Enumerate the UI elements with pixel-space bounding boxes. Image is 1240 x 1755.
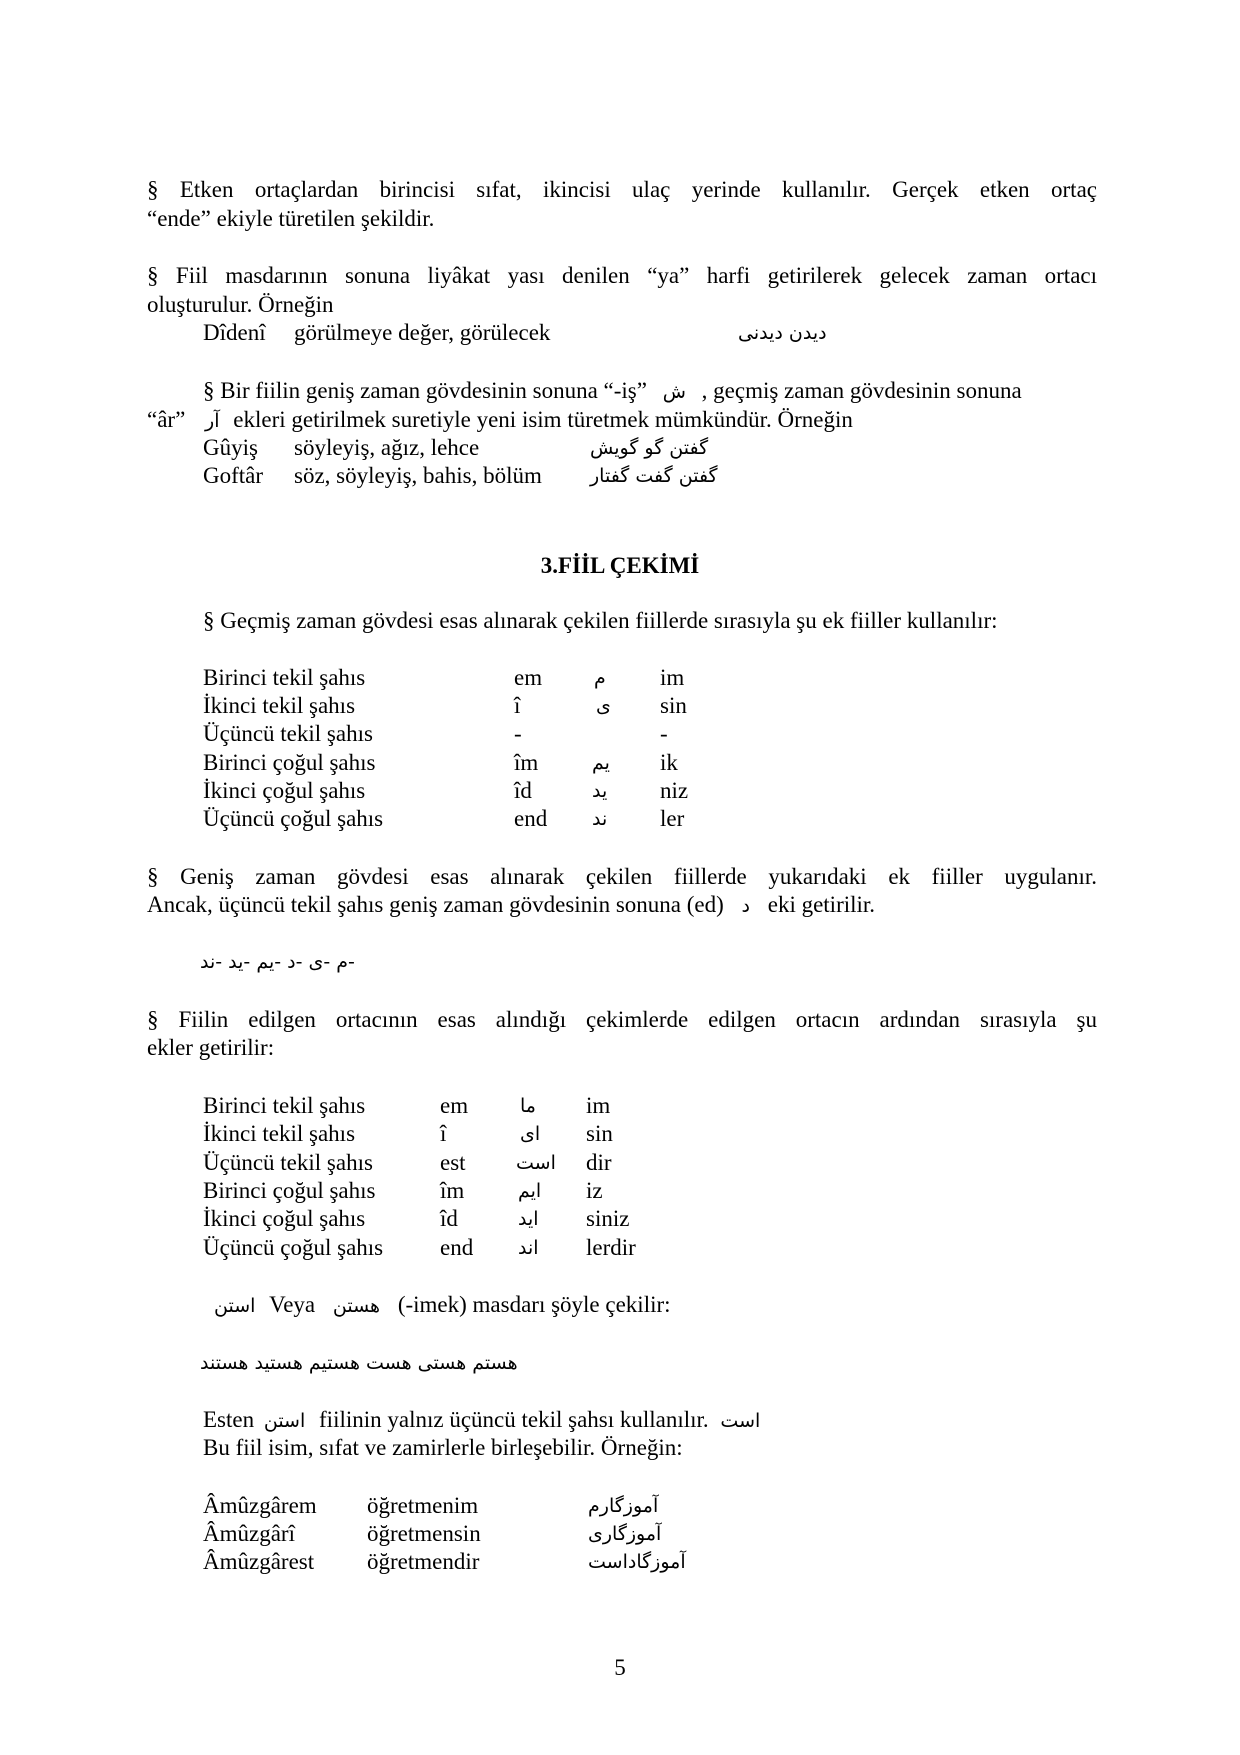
table-cell-suffix: em (440, 1093, 469, 1118)
example-meaning: görülmeye değer, görülecek (294, 320, 551, 345)
section-heading: 3.FİİL ÇEKİMİ (540, 553, 700, 578)
table-cell-suffix: est (440, 1150, 466, 1175)
table-cell-person: İkinci tekil şahıs (203, 1121, 356, 1146)
conjugation-forms: هستم هستی هست هستیم هستید هستند (200, 1352, 518, 1374)
paragraph-8-line-1 (203, 1406, 760, 1435)
table-cell-arabic: ند (592, 808, 608, 830)
table-cell-arabic: اند (518, 1237, 539, 1259)
table-cell-tr: ler (660, 806, 685, 831)
paragraph-5-line-2 (147, 891, 875, 920)
paragraph-3-line-1 (203, 377, 1022, 406)
paragraph-7-arabic-a: استن (214, 1295, 256, 1317)
example-arabic: گفتن گو گویش (590, 437, 709, 459)
table-cell-tr: dir (586, 1150, 612, 1175)
example-word: Âmûzgârem (203, 1493, 317, 1518)
table-cell-suffix: îd (514, 778, 532, 803)
table-cell-tr: iz (586, 1178, 603, 1203)
example-arabic: گفتن گفت گفتار (590, 465, 718, 487)
example-word: Dîdenî (203, 320, 266, 345)
example-arabic: آموزگاری (588, 1523, 662, 1545)
paragraph-8-line-2: Bu fiil isim, sıfat ve zamirlerle birleşebilir. Örneğin: (203, 1435, 683, 1460)
table-cell-suffix: em (514, 665, 543, 690)
paragraph-1-line-2: “ende” ekiyle türetilen şekildir. (147, 206, 435, 231)
paragraph-7-text: (-imek) masdarı şöyle çekilir: (397, 1292, 671, 1317)
table-cell-arabic: ای (520, 1123, 541, 1145)
table-cell-person: İkinci çoğul şahıs (203, 1206, 366, 1231)
example-word: Goftâr (203, 463, 264, 488)
example-meaning: söyleyiş, ağız, lehce (294, 435, 480, 460)
table-cell-tr: sin (660, 693, 687, 718)
paragraph-7-veya: Veya (269, 1292, 316, 1317)
table-cell-arabic: ی (596, 695, 611, 717)
table-cell-tr: siniz (586, 1206, 630, 1231)
paragraph-8-text-b: fiilinin yalnız üçüncü tekil şahsı kullanılır. (319, 1407, 709, 1432)
paragraph-8-arabic-a: استن (263, 1410, 306, 1432)
table-cell-suffix: end (514, 806, 548, 831)
table-cell-person: Üçüncü tekil şahıs (203, 721, 373, 746)
table-cell-arabic: است (516, 1152, 556, 1174)
example-arabic: آموزگارم (588, 1495, 659, 1517)
table-cell-person: İkinci çoğul şahıs (203, 778, 366, 803)
example-meaning: öğretmendir (367, 1549, 480, 1574)
example-meaning: öğretmenim (367, 1493, 479, 1518)
table-cell-tr: im (660, 665, 685, 690)
table-cell-tr: lerdir (586, 1235, 636, 1260)
table-cell-suffix: îm (440, 1178, 465, 1203)
paragraph-3-text-d: ekleri getirilmek suretiyle yeni isim türetmek mümkündür. Örneğin (233, 407, 853, 432)
table-cell-person: Birinci tekil şahıs (203, 1093, 366, 1118)
paragraph-3-line-2 (147, 406, 853, 435)
suffix-list: -م -ی -د -یم -ید -ند (200, 951, 355, 973)
table-cell-arabic: ایم (518, 1180, 542, 1202)
table-cell-person: Birinci tekil şahıs (203, 665, 366, 690)
paragraph-5-text-b: eki getirilir. (767, 892, 876, 917)
paragraph-7-line-1 (214, 1291, 671, 1320)
table-cell-suffix: îm (514, 750, 539, 775)
example-arabic: آموزگاداست (588, 1551, 686, 1573)
example-arabic: دیدن دیدنی (738, 322, 827, 344)
table-cell-person: Birinci çoğul şahıs (203, 1178, 376, 1203)
table-cell-suffix: îd (440, 1206, 458, 1231)
paragraph-3-arabic-b: آر (205, 410, 220, 432)
page-number: 5 (614, 1655, 626, 1680)
paragraph-4-line-1: § Geçmiş zaman gövdesi esas alınarak çekilen fiillerde sırasıyla şu ek fiiller kullanılır: (203, 608, 998, 633)
table-cell-arabic: ما (520, 1095, 536, 1117)
table-cell-suffix: end (440, 1235, 474, 1260)
table-cell-suffix: î (440, 1121, 447, 1146)
paragraph-3-text-a: § Bir fiilin geniş zaman gövdesinin sonuna “-iş” (203, 378, 647, 403)
paragraph-2-line-2: oluşturulur. Örneğin (147, 292, 334, 317)
paragraph-6-line-2: ekler getirilir: (147, 1035, 275, 1060)
paragraph-8-text-a: Esten (203, 1407, 255, 1432)
table-cell-tr: - (660, 721, 668, 746)
table-cell-arabic: اید (518, 1208, 539, 1230)
example-word: Gûyiş (203, 435, 258, 460)
table-cell-person: Üçüncü çoğul şahıs (203, 806, 384, 831)
table-cell-tr: im (586, 1093, 611, 1118)
table-cell-tr: sin (586, 1121, 613, 1146)
table-cell-tr: ik (660, 750, 678, 775)
example-meaning: öğretmensin (367, 1521, 481, 1546)
table-cell-suffix: - (514, 721, 522, 746)
paragraph-6-line-1: § Fiilin edilgen ortacının esas alındığı çekimlerde edilgen ortacın ardından sırasıyla şu (147, 1007, 1097, 1032)
table-cell-person: Birinci çoğul şahıs (203, 750, 376, 775)
table-cell-suffix: î (514, 693, 521, 718)
table-cell-person: İkinci tekil şahıs (203, 693, 356, 718)
table-cell-arabic: ید (592, 780, 608, 802)
paragraph-3-text-b: , geçmiş zaman gövdesinin sonuna (701, 378, 1022, 403)
example-word: Âmûzgârest (203, 1549, 315, 1574)
table-cell-arabic: یم (592, 752, 610, 774)
paragraph-5-text-a: Ancak, üçüncü tekil şahıs geniş zaman gövdesinin sonuna (ed) (147, 892, 724, 917)
paragraph-5-arabic: د (741, 895, 750, 917)
example-meaning: söz, söyleyiş, bahis, bölüm (294, 463, 542, 488)
example-word: Âmûzgârî (203, 1521, 295, 1546)
table-cell-person: Üçüncü tekil şahıs (203, 1150, 373, 1175)
paragraph-8-arabic-b: است (720, 1410, 761, 1432)
paragraph-5-line-1: § Geniş zaman gövdesi esas alınarak çekilen fiillerde yukarıdaki ek fiiller uygulanır. (147, 864, 1097, 889)
paragraph-3-arabic-a: ش (662, 381, 686, 403)
table-cell-arabic: م (594, 667, 606, 689)
paragraph-2-line-1: § Fiil masdarının sonuna liyâkat yası denilen “ya” harfi getirilerek gelecek zaman ortacı (147, 263, 1097, 288)
table-cell-person: Üçüncü çoğul şahıs (203, 1235, 384, 1260)
paragraph-7-arabic-b: هستن (332, 1295, 381, 1317)
paragraph-3-text-c: “âr” (147, 407, 186, 432)
table-cell-tr: niz (660, 778, 689, 803)
paragraph-1-line-1: § Etken ortaçlardan birincisi sıfat, ikincisi ulaç yerinde kullanılır. Gerçek etken ortaç (147, 177, 1097, 202)
